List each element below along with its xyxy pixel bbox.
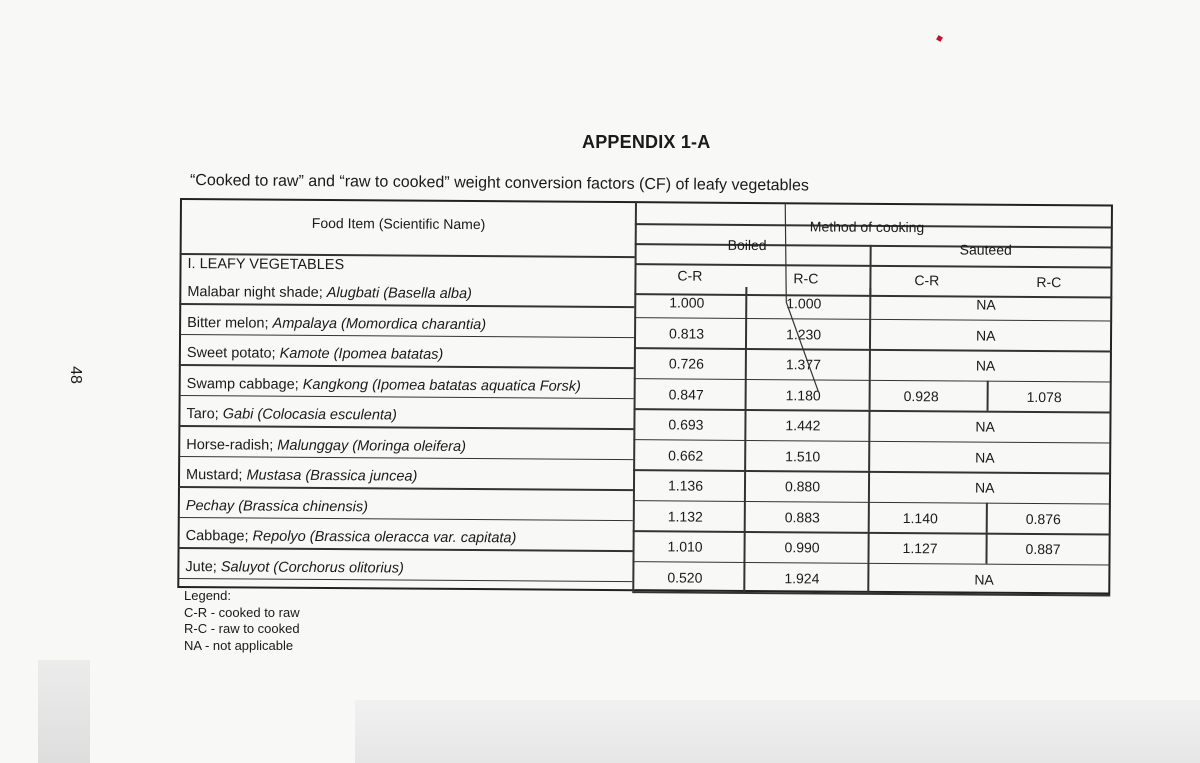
subheader-boiled-cr: C-R <box>677 267 703 284</box>
boiled-rc-value: 1.442 <box>785 417 821 434</box>
boiled-rc-value: 1.924 <box>784 569 820 586</box>
boiled-cr-value: 1.010 <box>667 538 703 555</box>
boiled-col-divider <box>745 317 747 348</box>
page-title: APPENDIX 1-A <box>582 132 711 152</box>
common-name: Swamp cabbage; <box>186 375 303 393</box>
boiled-header: Boiled <box>727 236 767 254</box>
local-name: Alugbati <box>326 285 380 302</box>
sauteed-header: Sauteed <box>959 241 1012 258</box>
local-name: Repolyo <box>252 528 306 545</box>
sauteed-cr-value: NA <box>975 449 995 466</box>
sauteed-cr-value: 1.127 <box>902 540 938 557</box>
sauteed-col-divider <box>986 502 988 533</box>
food-item-name <box>187 345 443 363</box>
food-item-name <box>186 437 466 455</box>
sauteed-cr-value: NA <box>974 479 995 496</box>
common-name: Bitter melon; <box>187 314 273 332</box>
common-name: Sweet potato; <box>186 345 280 362</box>
legend-item-rc: R-C - raw to cooked <box>184 621 300 636</box>
boiled-sauteed-divider <box>869 288 871 319</box>
method-header: Method of cooking <box>809 218 925 236</box>
food-item-name <box>186 498 368 515</box>
scan-shadow-left <box>38 660 90 763</box>
boiled-rc-value: 1.510 <box>785 447 821 464</box>
legend <box>184 588 300 654</box>
sauteed-cr-value: 1.140 <box>902 509 938 526</box>
boiled-col-divider <box>744 409 746 440</box>
boiled-cr-value: 1.132 <box>667 507 703 525</box>
local-name: Saluyot <box>220 558 270 576</box>
boiled-sauteed-divider <box>868 410 870 441</box>
common-name: Jute; <box>185 558 221 575</box>
local-name: Kangkong <box>302 376 369 393</box>
legend-item-cr: C-R - cooked to raw <box>184 604 300 620</box>
table-caption: “Cooked to raw” and “raw to cooked” weight conversion factors (CF) of leafy vegetables <box>189 172 810 195</box>
scientific-name: (Moringa oleifera) <box>352 437 466 455</box>
boiled-rc-value: 0.880 <box>784 478 821 495</box>
boiled-cr-value: 0.813 <box>669 324 705 342</box>
red-ink-mark <box>936 35 943 42</box>
scientific-name: (Brassica chinensis) <box>238 497 369 515</box>
boiled-cr-value: 1.000 <box>669 294 705 311</box>
subheader-boiled-rc: R-C <box>793 270 819 287</box>
boiled-col-divider <box>745 378 747 409</box>
local-name: Kamote <box>279 345 330 363</box>
boiled-sauteed-divider <box>869 349 871 380</box>
sauteed-cr-value: NA <box>975 357 996 374</box>
scan-shadow-bottom <box>355 700 1200 763</box>
boiled-cr-value: 0.693 <box>668 416 704 433</box>
legend-title: Legend: <box>184 588 231 603</box>
sauteed-rc-value: 0.887 <box>1025 540 1061 558</box>
conversion-table <box>177 198 1113 595</box>
boiled-rc-value: 1.180 <box>785 386 821 403</box>
sauteed-col-divider <box>987 380 989 411</box>
sauteed-cr-value: NA <box>976 296 996 313</box>
boiled-sauteed-divider <box>868 501 870 532</box>
common-name: Taro; <box>186 406 223 423</box>
page-number: 48 <box>66 366 84 384</box>
boiled-col-divider <box>744 439 746 470</box>
boiled-cr-value: 0.726 <box>668 355 704 372</box>
subheader-sauteed-cr: C-R <box>914 272 940 289</box>
sauteed-rc-value: 1.078 <box>1026 388 1062 405</box>
boiled-cr-value: 0.847 <box>668 385 704 403</box>
local-name: Malunggay <box>277 437 349 454</box>
common-name: Cabbage; <box>185 528 253 545</box>
boiled-sauteed-divider <box>867 562 869 593</box>
food-item-name <box>186 406 396 423</box>
sauteed-rc-value: 0.876 <box>1025 510 1061 527</box>
local-name: Ampalaya <box>272 315 338 332</box>
boiled-sauteed-divider <box>868 471 870 502</box>
boiled-sauteed-divider <box>869 379 871 410</box>
boiled-col-divider <box>745 348 747 379</box>
scientific-name: (Ipomea batatas) <box>333 346 444 363</box>
sauteed-cr-value: NA <box>976 327 996 344</box>
sauteed-cr-value: 0.928 <box>903 387 939 404</box>
sauteed-cr-value: NA <box>975 418 995 435</box>
scientific-name: (Momordica charantia) <box>341 315 487 333</box>
common-name: Malabar night shade; <box>187 284 327 302</box>
boiled-cr-value: 0.662 <box>668 446 704 464</box>
boiled-sauteed-divider <box>868 440 870 471</box>
boiled-rc-value: 1.230 <box>786 325 822 342</box>
boiled-rc-value: 1.000 <box>786 295 822 312</box>
scientific-name: (Basella alba) <box>383 285 472 303</box>
boiled-col-divider <box>745 287 747 318</box>
legend-item-na: NA - not applicable <box>184 637 294 653</box>
boiled-col-divider <box>743 561 745 592</box>
section-label: I. LEAFY VEGETABLES <box>187 256 345 274</box>
subheader-sauteed-rc: R-C <box>1036 273 1062 291</box>
common-name: Mustard; <box>186 467 247 484</box>
food-item-name <box>186 528 517 546</box>
food-item-header: Food Item (Scientific Name) <box>311 214 486 233</box>
common-name: Horse-radish; <box>186 436 278 454</box>
boiled-rc-value: 1.377 <box>785 356 821 373</box>
food-item-name <box>185 559 404 577</box>
boiled-sauteed-divider <box>869 318 871 349</box>
local-name: Mustasa <box>246 467 302 484</box>
scientific-name: (Brassica oleracca var. capitata) <box>309 528 517 547</box>
scientific-name: (Ipomea batatas aquatica Forsk) <box>372 376 581 395</box>
scientific-name: (Corchorus olitorius) <box>273 559 404 577</box>
boiled-cr-value: 1.136 <box>667 477 704 494</box>
food-item-name <box>187 315 486 333</box>
boiled-sauteed-divider <box>867 532 869 563</box>
boiled-col-divider <box>744 500 746 531</box>
scientific-name: (Colocasia esculenta) <box>257 406 397 424</box>
boiled-rc-value: 0.990 <box>784 539 820 556</box>
boiled-rc-value: 0.883 <box>784 508 820 525</box>
boiled-col-divider <box>743 531 745 562</box>
food-item-name <box>187 284 472 302</box>
food-item-name <box>187 376 581 395</box>
local-name: Pechay <box>185 497 235 514</box>
boiled-cr-value: 0.520 <box>667 568 703 586</box>
sauteed-col-divider <box>985 533 987 564</box>
scientific-name: (Brassica juncea) <box>305 467 418 485</box>
sauteed-cr-value: NA <box>974 571 994 588</box>
food-item-name <box>186 467 417 485</box>
local-name: Gabi <box>222 406 254 423</box>
boiled-col-divider <box>744 470 746 501</box>
